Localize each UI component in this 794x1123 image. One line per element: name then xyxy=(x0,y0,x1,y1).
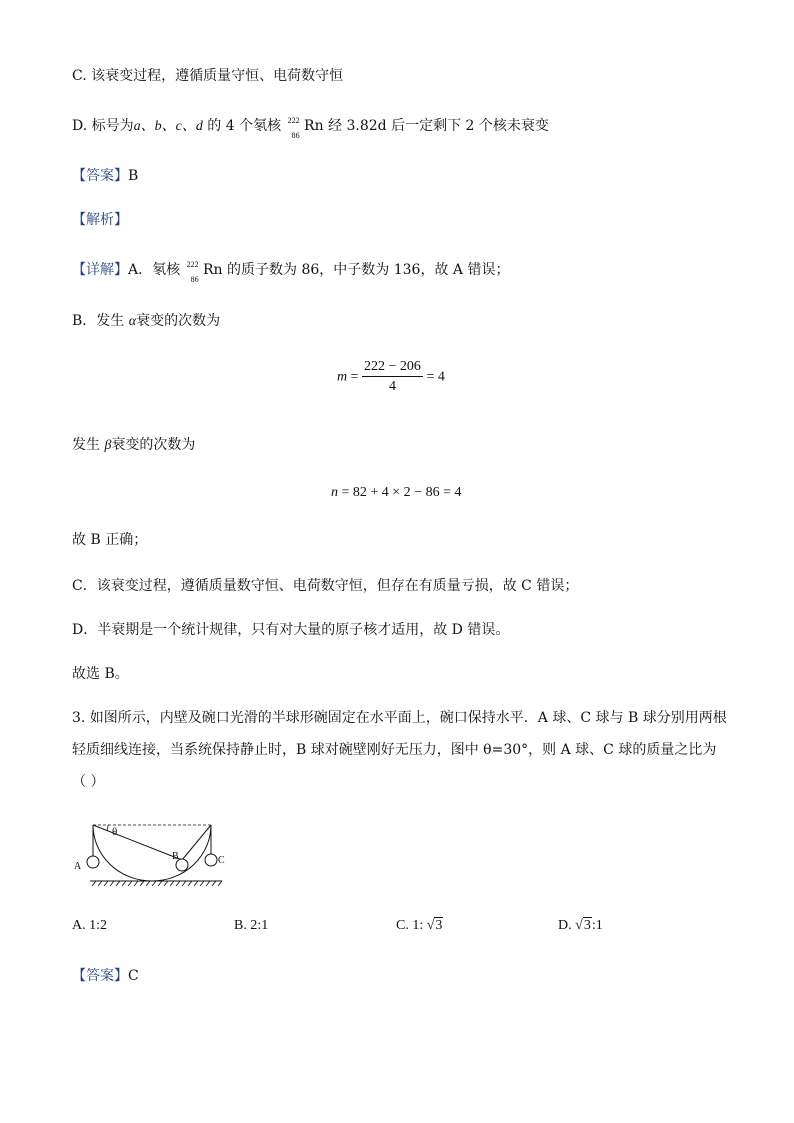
detail-a-prefix: A．氡核 xyxy=(128,262,185,278)
alpha-symbol: α xyxy=(128,314,137,329)
nuclide-atomic: 86 xyxy=(291,131,300,140)
b-correct-text: 故 B 正确； xyxy=(72,532,148,548)
formula-m-eq: = xyxy=(347,369,363,385)
ball-a xyxy=(87,856,99,868)
nuclide-symbol xyxy=(286,116,300,140)
theta-label: θ xyxy=(112,826,118,838)
sqrt-symbol-c: √3 xyxy=(426,918,443,933)
formula-m-var: m xyxy=(337,369,348,385)
option-a xyxy=(72,918,107,934)
ground-hatching xyxy=(92,881,222,886)
option-d-prefix: D. 标号为 xyxy=(72,118,134,134)
alpha-prefix: B．发生 xyxy=(72,313,129,329)
formula-m xyxy=(337,358,445,397)
q3-line3-text: （ ） xyxy=(72,774,105,790)
string-bc xyxy=(182,825,211,860)
option-c-statement xyxy=(72,66,343,86)
beta-prefix: 发生 xyxy=(72,437,105,453)
label-c: C xyxy=(218,855,225,866)
theta-arc xyxy=(107,825,108,831)
detail-a xyxy=(72,260,510,284)
formula-m-numerator: 222 − 206 xyxy=(362,358,423,377)
string-ab xyxy=(93,825,182,860)
bowl-figure xyxy=(72,815,232,890)
beta-decay-line xyxy=(72,435,195,456)
option-c-prefix: C. 1: xyxy=(396,918,427,933)
formula-n-var: n xyxy=(331,485,338,500)
analysis-heading xyxy=(72,210,128,230)
option-c xyxy=(396,918,443,934)
answer-2-tag: 【答案】 xyxy=(72,968,128,984)
nuclide-symbol-2 xyxy=(185,260,199,284)
b-correct xyxy=(72,530,147,550)
detail-tag: 【详解】 xyxy=(72,262,128,278)
option-d-labels: a、b、c、d xyxy=(133,119,203,134)
option-b xyxy=(234,918,268,934)
label-a: A xyxy=(74,861,82,872)
formula-m-denominator: 4 xyxy=(388,379,396,394)
option-d-statement xyxy=(72,116,549,140)
option-c-radicand: 3 xyxy=(435,918,443,933)
q3-line1-text: 3. 如图所示，内壁及碗口光滑的半球形碗固定在水平面上，碗口保持水平．A 球、C 球与 B 球分别用两根 xyxy=(72,710,727,726)
formula-n xyxy=(331,485,461,501)
d-explain-text: D．半衰期是一个统计规律，只有对大量的原子核才适用，故 D 错误。 xyxy=(72,622,510,638)
option-d-suffix: Rn 经 3.82d 后一定剩下 2 个核未衰变 xyxy=(299,118,549,134)
beta-symbol: β xyxy=(104,438,112,453)
nuclide-mass: 222 xyxy=(287,116,300,125)
answer-2 xyxy=(72,966,139,986)
question-3-line-3 xyxy=(72,772,104,792)
option-a-text: A. 1:2 xyxy=(72,918,107,933)
c-explain xyxy=(72,576,578,596)
choose-text: 故选 B。 xyxy=(72,666,129,682)
option-b-text: B. 2:1 xyxy=(234,918,269,933)
analysis-tag: 【解析】 xyxy=(72,212,128,228)
nuclide-mass-2: 222 xyxy=(186,260,199,269)
option-c-text: C. 该衰变过程，遵循质量守恒、电荷数守恒 xyxy=(72,68,344,84)
beta-suffix: 衰变的次数为 xyxy=(111,437,196,453)
option-d-mid: 的 4 个氡核 xyxy=(202,118,286,134)
d-explain xyxy=(72,620,509,640)
label-b: B xyxy=(172,851,179,862)
q3-line2-text: 轻质细线连接，当系统保持静止时，B 球对碗壁刚好无压力，图中 θ=30°，则 A 球、C 球的质量之比为 xyxy=(72,742,717,758)
option-d-prefix: D. xyxy=(558,918,576,933)
alpha-decay-line xyxy=(72,311,220,332)
answer-1 xyxy=(72,166,138,186)
sqrt-symbol-d: √3 xyxy=(575,918,591,933)
answer-2-value: C xyxy=(128,968,139,984)
answer-tag: 【答案】 xyxy=(72,168,128,184)
option-d-suffix: :1 xyxy=(591,918,603,933)
answer-value: B xyxy=(128,168,139,184)
option-d-radicand: 3 xyxy=(583,918,591,933)
question-3-line-2 xyxy=(72,740,716,760)
formula-n-expr: = 82 + 4 × 2 − 86 = 4 xyxy=(338,485,462,500)
formula-m-fraction xyxy=(362,358,423,397)
ball-c xyxy=(205,854,217,866)
c-explain-text: C．该衰变过程，遵循质量数守恒、电荷数守恒，但存在有质量亏损，故 C 错误； xyxy=(72,578,579,594)
alpha-suffix: 衰变的次数为 xyxy=(136,313,221,329)
nuclide-atomic-2: 86 xyxy=(190,275,199,284)
option-d xyxy=(558,918,603,934)
question-3-line-1 xyxy=(72,708,727,728)
formula-m-result: = 4 xyxy=(422,369,445,385)
choose-line xyxy=(72,664,129,684)
detail-a-suffix: Rn 的质子数为 86，中子数为 136，故 A 错误； xyxy=(198,262,510,278)
bowl-arc xyxy=(93,825,211,881)
